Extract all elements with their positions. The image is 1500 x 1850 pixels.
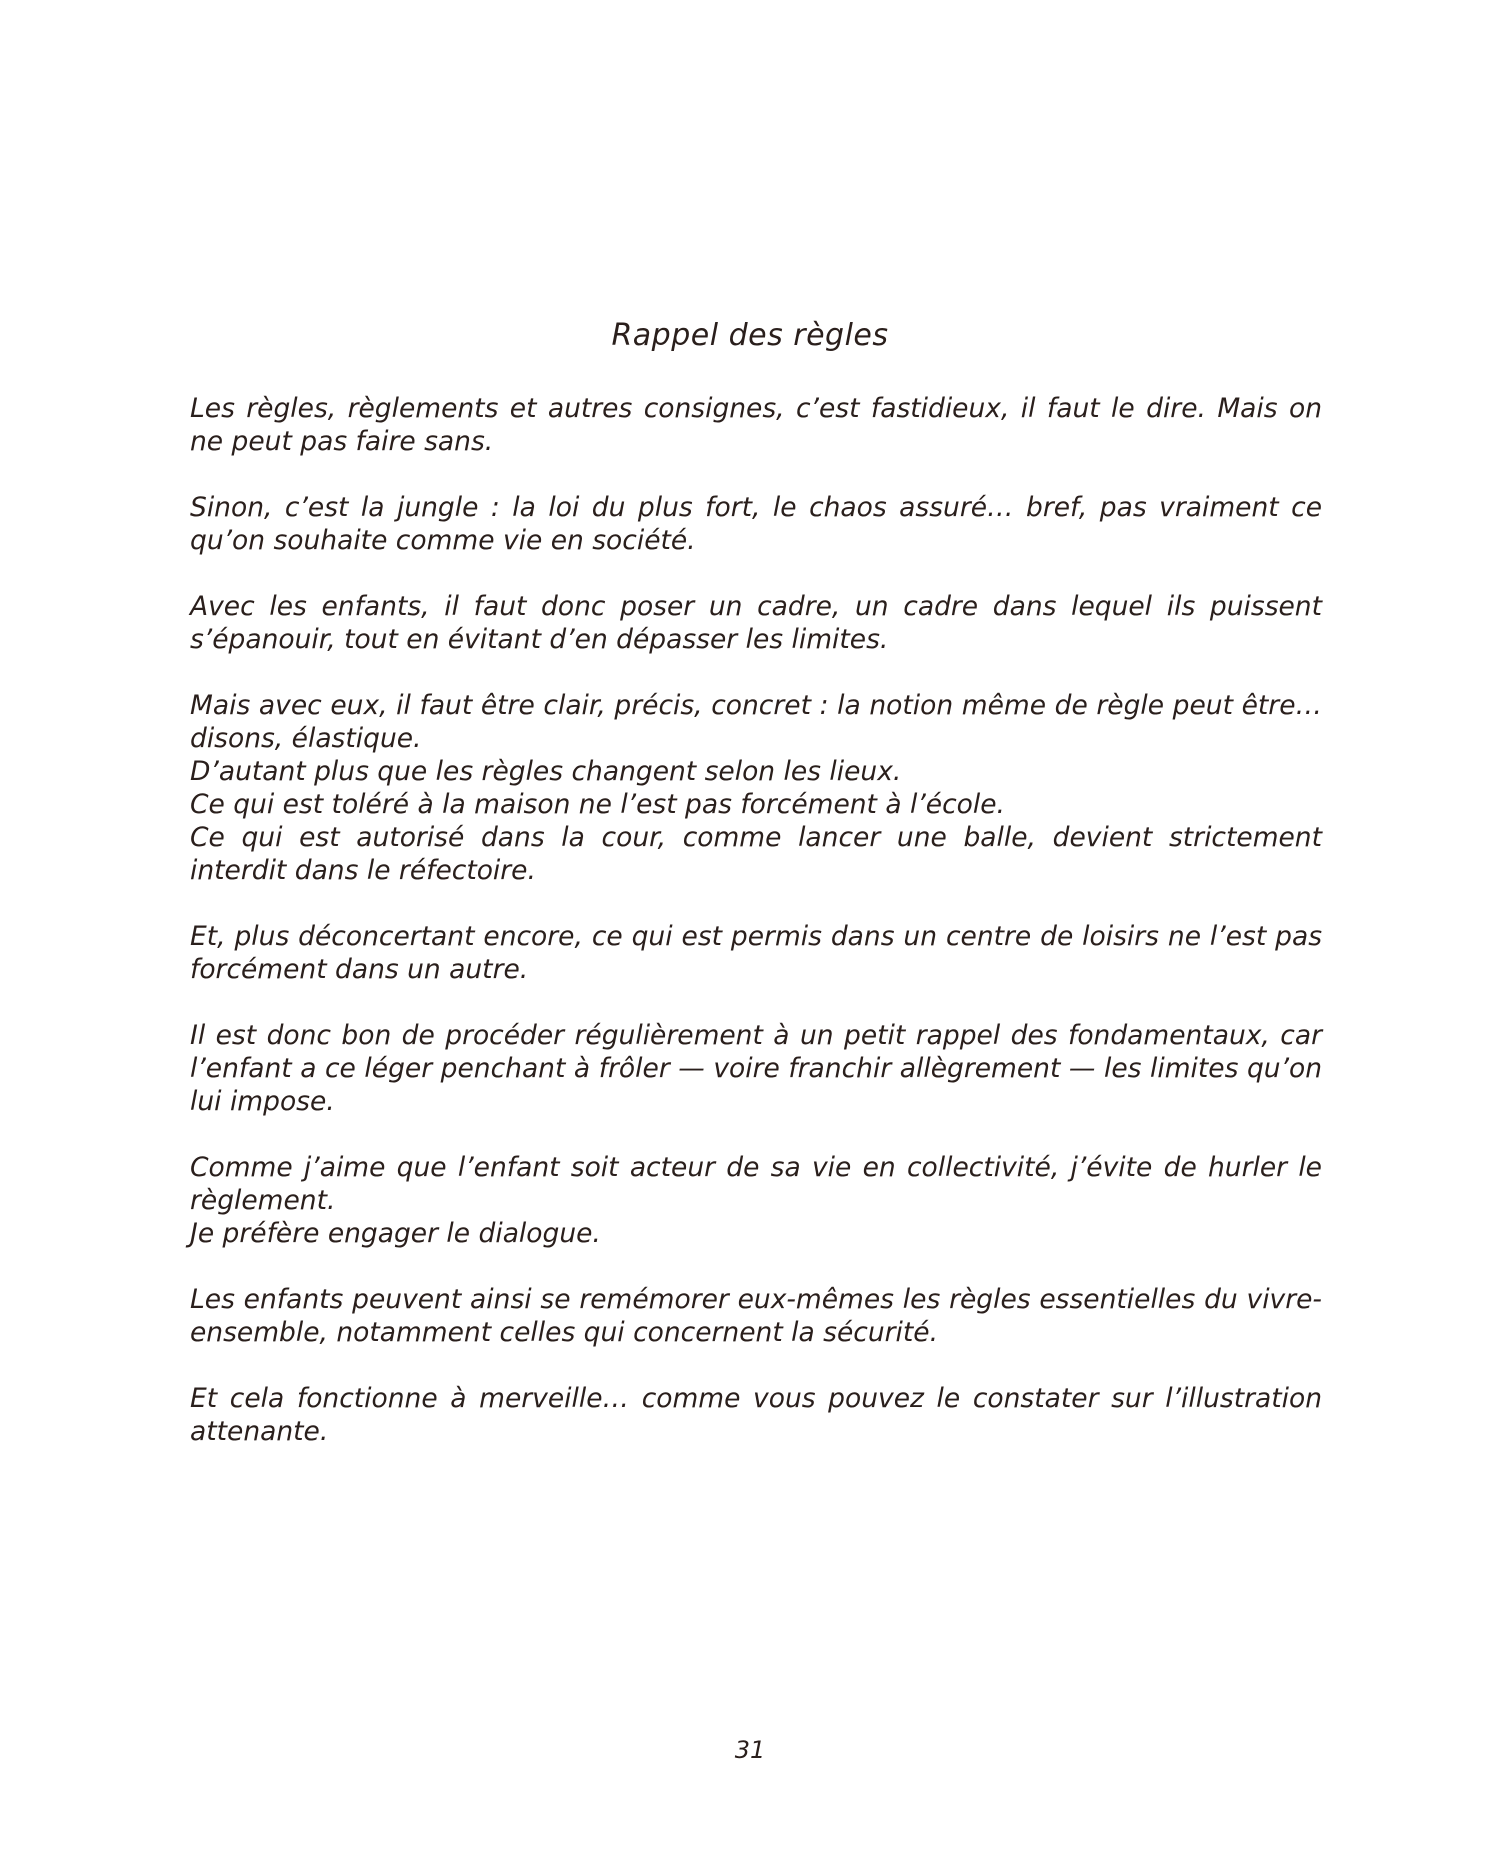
paragraph	[190, 1019, 1322, 1118]
paragraph	[190, 920, 1322, 986]
body-text	[190, 392, 1322, 1481]
page-number: 31	[734, 1736, 766, 1764]
text-line: Et, plus déconcertant encore, ce qui est permis dans un centre de loisirs ne l’est pas forcément dans un autre.	[190, 921, 1322, 985]
paragraph	[190, 689, 1322, 887]
paragraph	[190, 392, 1322, 458]
paragraph	[190, 1151, 1322, 1250]
text-line: D’autant plus que les règles changent selon les lieux.	[190, 756, 902, 787]
text-line: Il est donc bon de procéder régulièrement à un petit rappel des fondamentaux, car l’enfant a ce léger penchant à frôler — voire franchir allègrement — les limites qu’on lui impose.	[190, 1020, 1322, 1117]
text-line: Avec les enfants, il faut donc poser un cadre, un cadre dans lequel ils puissent s’épanouir, tout en évitant d’en dépasser les limites.	[190, 591, 1322, 655]
text-line: Je préfère engager le dialogue.	[190, 1218, 601, 1249]
text-line: Comme j’aime que l’enfant soit acteur de sa vie en collectivité, j’évite de hurler le règlement.	[190, 1152, 1322, 1216]
text-line: Et cela fonctionne à merveille… comme vous pouvez le constater sur l’illustration attenante.	[190, 1383, 1322, 1447]
paragraph	[190, 590, 1322, 656]
text-line: Les enfants peuvent ainsi se remémorer eux-mêmes les règles essentielles du vivre-ensemble, notamment celles qui concernent la sécurité.	[190, 1284, 1322, 1348]
paragraph	[190, 1283, 1322, 1349]
text-line: Les règles, règlements et autres consignes, c’est fastidieux, il faut le dire. Mais on ne peut pas faire sans.	[190, 393, 1322, 457]
text-line: Ce qui est autorisé dans la cour, comme lancer une balle, devient strictement interdit dans le réfectoire.	[190, 822, 1322, 886]
paragraph	[190, 491, 1322, 557]
page-title: Rappel des règles	[611, 318, 889, 353]
text-line: Ce qui est toléré à la maison ne l’est pas forcément à l’école.	[190, 789, 1005, 820]
text-line: Sinon, c’est la jungle : la loi du plus fort, le chaos assuré… bref, pas vraiment ce qu’on souhaite comme vie en société.	[190, 492, 1322, 556]
text-line: Mais avec eux, il faut être clair, précis, concret : la notion même de règle peut être… disons, élastique.	[190, 690, 1322, 754]
paragraph	[190, 1382, 1322, 1448]
